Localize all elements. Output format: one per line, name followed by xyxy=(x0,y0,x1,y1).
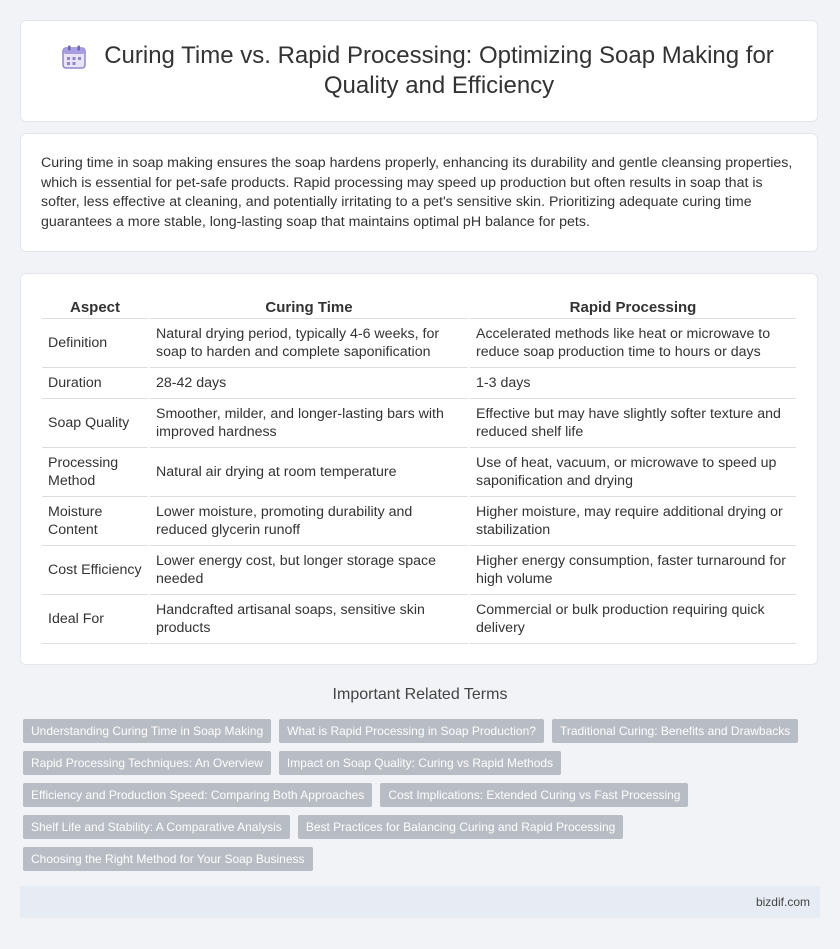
related-term-tag[interactable]: Impact on Soap Quality: Curing vs Rapid Methods xyxy=(279,751,561,775)
row-aspect: Ideal For xyxy=(42,595,148,644)
row-rapid: 1-3 days xyxy=(470,368,796,399)
row-aspect: Definition xyxy=(42,319,148,368)
table-header-row xyxy=(42,296,796,319)
table-row xyxy=(42,399,796,448)
table-row xyxy=(42,595,796,644)
row-curing: Natural drying period, typically 4-6 weeks, for soap to harden and complete saponification xyxy=(150,319,468,368)
related-term-tag[interactable]: Understanding Curing Time in Soap Making xyxy=(23,719,271,743)
row-curing: Handcrafted artisanal soaps, sensitive skin products xyxy=(150,595,468,644)
row-curing: Lower moisture, promoting durability and reduced glycerin runoff xyxy=(150,497,468,546)
footer-site-link[interactable]: bizdif.com xyxy=(755,895,810,909)
page-title: Curing Time vs. Rapid Processing: Optimizing Soap Making for Quality and Efficiency xyxy=(104,42,774,99)
related-term-tag[interactable]: Cost Implications: Extended Curing vs Fast Processing xyxy=(380,783,688,807)
related-terms-list xyxy=(23,719,803,871)
header-rapid-processing: Rapid Processing xyxy=(470,296,796,319)
row-rapid: Higher energy consumption, faster turnaround for high volume xyxy=(470,546,796,595)
row-rapid: Effective but may have slightly softer texture and reduced shelf life xyxy=(470,399,796,448)
table-row xyxy=(42,368,796,399)
related-term-tag[interactable]: Traditional Curing: Benefits and Drawbacks xyxy=(552,719,798,743)
row-curing: Natural air drying at room temperature xyxy=(150,448,468,497)
table-row xyxy=(42,319,796,368)
related-term-tag[interactable]: Efficiency and Production Speed: Comparing Both Approaches xyxy=(23,783,372,807)
related-term-tag[interactable]: Rapid Processing Techniques: An Overview xyxy=(23,751,271,775)
intro-card xyxy=(20,133,818,252)
related-term-tag[interactable]: What is Rapid Processing in Soap Production? xyxy=(279,719,544,743)
table-row xyxy=(42,497,796,546)
row-aspect: Soap Quality xyxy=(42,399,148,448)
title-card xyxy=(20,20,818,122)
intro-text: Curing time in soap making ensures the soap hardens properly, enhancing its durability and gentle cleansing properties, which is essential for pet-safe products. Rapid processing may speed up production but often results in soap that is softer, less effective at cleaning, and potentially irritating to a pet's sensitive skin. Prioritizing adequate curing time guarantees a more stable, long-lasting soap that maintains optimal pH balance for pets. xyxy=(41,155,793,230)
related-term-tag[interactable]: Choosing the Right Method for Your Soap Business xyxy=(23,847,313,871)
header-aspect: Aspect xyxy=(42,296,148,319)
comparison-card xyxy=(20,273,818,665)
related-term-tag[interactable]: Shelf Life and Stability: A Comparative Analysis xyxy=(23,815,290,839)
footer xyxy=(20,886,820,918)
related-term-tag[interactable]: Best Practices for Balancing Curing and Rapid Processing xyxy=(298,815,624,839)
row-curing: Lower energy cost, but longer storage space needed xyxy=(150,546,468,595)
header-curing-time: Curing Time xyxy=(150,296,468,319)
related-terms-heading: Important Related Terms xyxy=(332,686,508,703)
row-aspect: Duration xyxy=(42,368,148,399)
row-rapid: Use of heat, vacuum, or microwave to speed up saponification and drying xyxy=(470,448,796,497)
row-rapid: Accelerated methods like heat or microwave to reduce soap production time to hours or days xyxy=(470,319,796,368)
row-rapid: Higher moisture, may require additional drying or stabilization xyxy=(470,497,796,546)
table-row xyxy=(42,546,796,595)
row-aspect: Processing Method xyxy=(42,448,148,497)
calendar-icon xyxy=(61,44,87,70)
table-row xyxy=(42,448,796,497)
row-curing: Smoother, milder, and longer-lasting bars with improved hardness xyxy=(150,399,468,448)
row-aspect: Moisture Content xyxy=(42,497,148,546)
row-aspect: Cost Efficiency xyxy=(42,546,148,595)
comparison-table xyxy=(40,296,798,644)
row-rapid: Commercial or bulk production requiring quick delivery xyxy=(470,595,796,644)
row-curing: 28-42 days xyxy=(150,368,468,399)
